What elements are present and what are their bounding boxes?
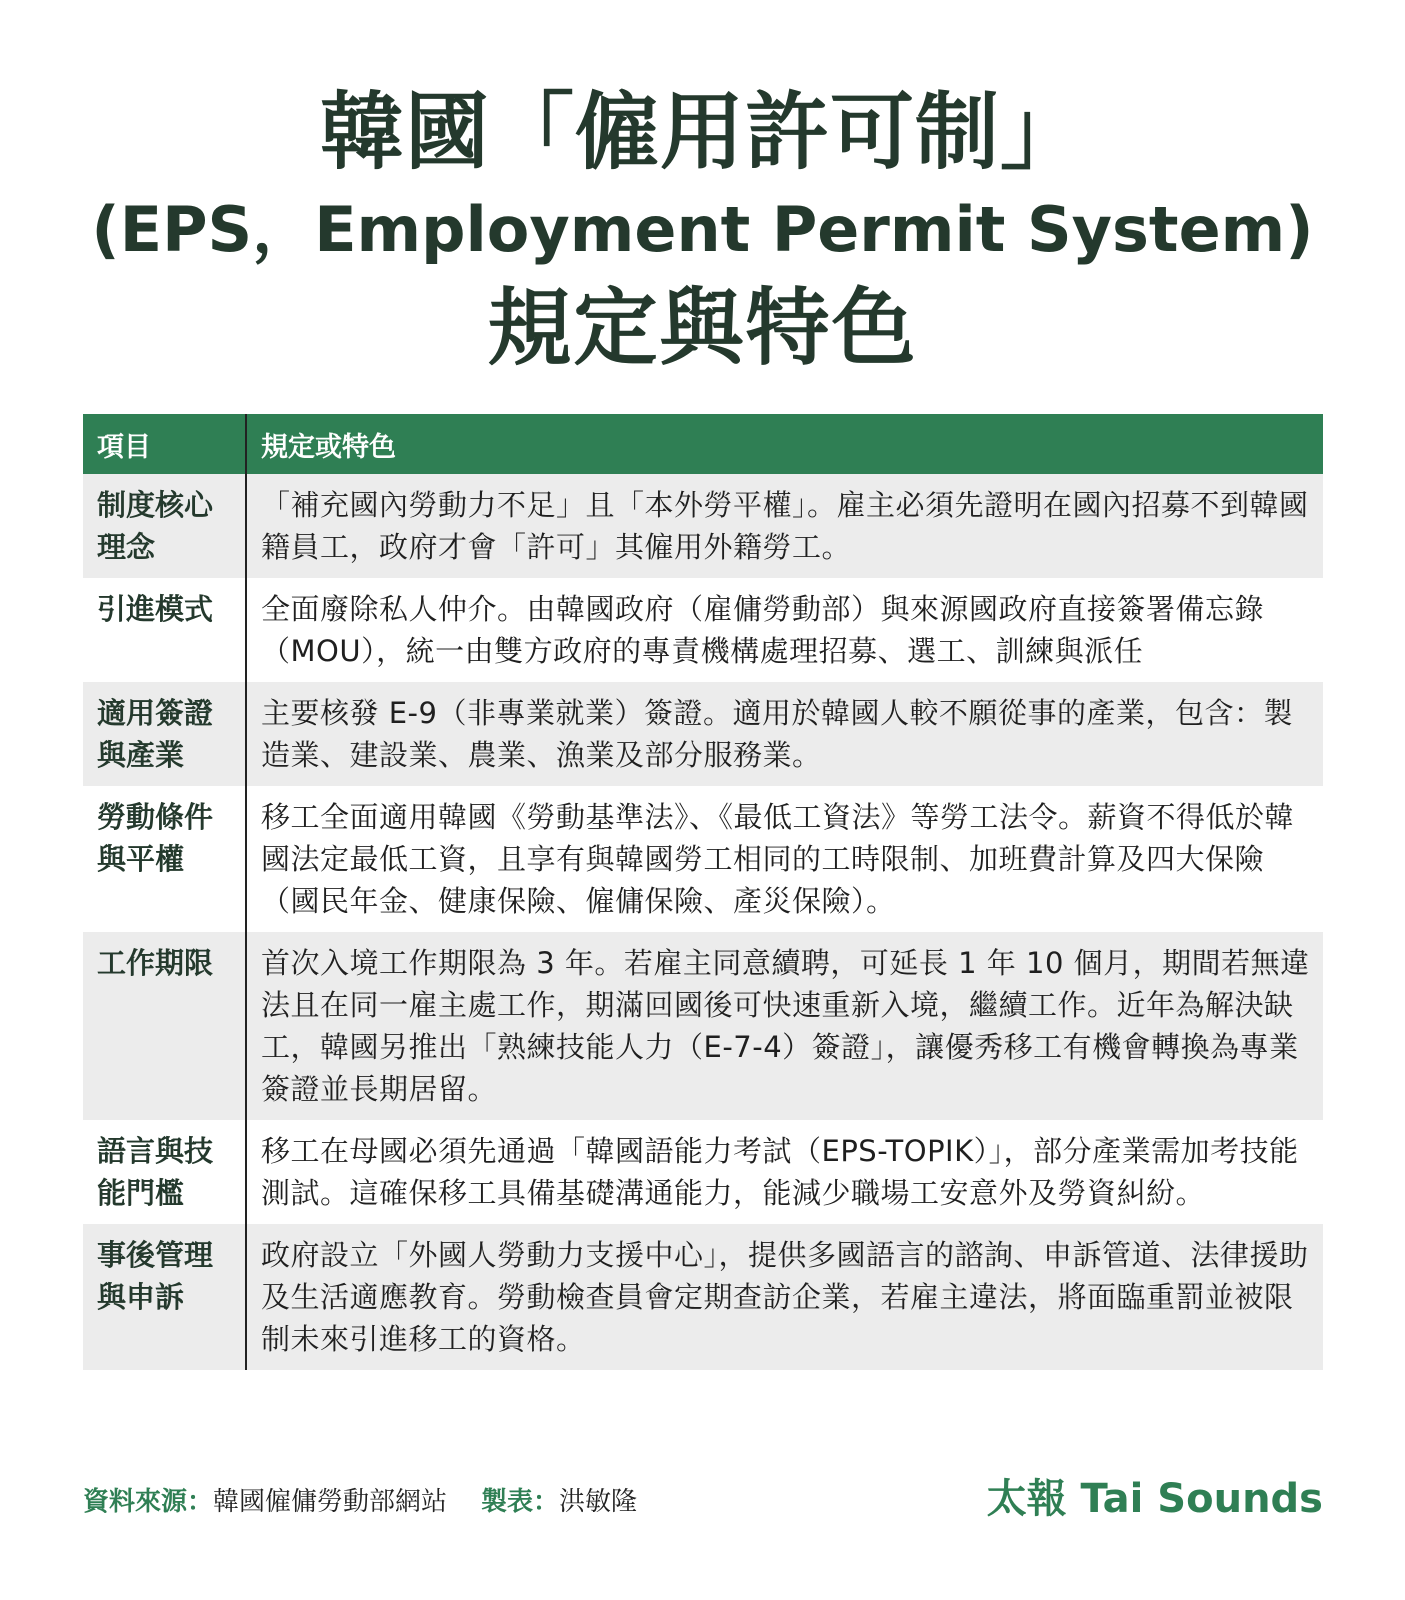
row-desc: 首次入境工作期限為 3 年。若雇主同意續聘，可延長 1 年 10 個月，期間若無違法且在同一雇主處工作，期滿回國後可快速重新入境，繼續工作。近年為解決缺工，韓國另推出「熟練技能人力（E-7-4）簽證」，讓優秀移工有機會轉換為專業簽證並長期居留。 (246, 932, 1323, 1120)
row-desc: 「補充國內勞動力不足」且「本外勞平權」。雇主必須先證明在國內招募不到韓國籍員工，政府才會「許可」其僱用外籍勞工。 (246, 474, 1323, 578)
maker-label: 製表： (481, 1487, 560, 1517)
table-row (83, 786, 1323, 932)
row-item: 引進模式 (83, 578, 246, 682)
row-item: 制度核心理念 (83, 474, 246, 578)
row-item: 適用簽證與產業 (83, 682, 246, 786)
table-row (83, 1224, 1323, 1370)
row-item: 工作期限 (83, 932, 246, 1120)
table-header-row (83, 414, 1323, 474)
row-desc: 移工在母國必須先通過「韓國語能力考試（EPS-TOPIK）」，部分產業需加考技能測試。這確保移工具備基礎溝通能力，能減少職場工安意外及勞資糾紛。 (246, 1120, 1323, 1224)
header-desc: 規定或特色 (246, 414, 1323, 474)
title-line-1: 韓國「僱用許可制」 (319, 83, 1085, 181)
table-row (83, 474, 1323, 578)
row-desc: 政府設立「外國人勞動力支援中心」，提供多國語言的諮詢、申訴管道、法律援助及生活適應教育。勞動檢查員會定期查訪企業，若雇主違法，將面臨重罰並被限制未來引進移工的資格。 (246, 1224, 1323, 1370)
table-row (83, 578, 1323, 682)
table-row (83, 932, 1323, 1120)
row-item: 勞動條件與平權 (83, 786, 246, 932)
row-desc: 主要核發 E-9（非專業就業）簽證。適用於韓國人較不願從事的產業，包含：製造業、建設業、農業、漁業及部分服務業。 (246, 682, 1323, 786)
brand-logo-text: 太報 Tai Sounds (986, 1476, 1323, 1522)
source-value: 韓國僱傭勞動部網站 (213, 1487, 448, 1517)
row-item: 語言與技能門檻 (83, 1120, 246, 1224)
header-item: 項目 (83, 414, 246, 474)
source-label: 資料來源： (83, 1487, 214, 1517)
footer-credits (83, 1484, 637, 1520)
table-row (83, 682, 1323, 786)
title-line-2: (EPS，Employment Permit System) (91, 193, 1314, 266)
row-desc: 全面廢除私人仲介。由韓國政府（雇傭勞動部）與來源國政府直接簽署備忘錄（MOU），統一由雙方政府的專責機構處理招募、選工、訓練與派任 (246, 578, 1323, 682)
row-item: 事後管理與申訴 (83, 1224, 246, 1370)
eps-rules-table (83, 414, 1323, 1370)
title-line-3: 規定與特色 (487, 279, 918, 377)
table-row (83, 1120, 1323, 1224)
row-desc: 移工全面適用韓國《勞動基準法》、《最低工資法》等勞工法令。薪資不得低於韓國法定最低工資，且享有與韓國勞工相同的工時限制、加班費計算及四大保險（國民年金、健康保險、僱傭保險、產災保險）。 (246, 786, 1323, 932)
maker-value: 洪敏隆 (559, 1487, 638, 1517)
